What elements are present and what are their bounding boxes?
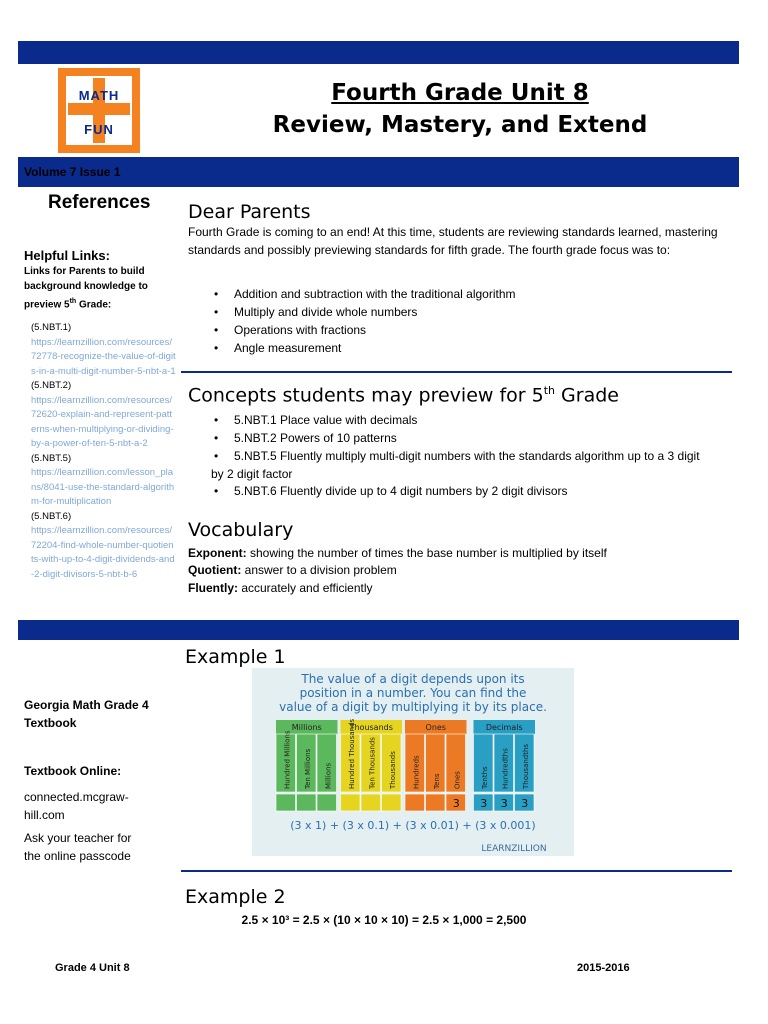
place-column-label: Tenths — [480, 766, 489, 789]
preview-list — [212, 411, 742, 465]
link-code: (5.NBT.1) — [31, 322, 72, 333]
helpful-links-intro: Links for Parents to build background knowledge to preview 5th Grade: — [24, 266, 148, 311]
preview-heading-post: Grade — [555, 384, 619, 407]
parents-intro: Fourth Grade is coming to an end! At this time, students are reviewing standards learned, mastering standards and possibly previewing standards for fifth grade. The fourth grade focus was to: — [188, 225, 718, 257]
link-item[interactable] — [31, 379, 176, 452]
list-item: • Addition and subtraction with the traditional algorithm — [212, 285, 516, 303]
place-column-label: Hundreds — [412, 755, 421, 789]
vocab-term — [188, 580, 373, 598]
place-column-label: Thousandths — [521, 743, 530, 789]
helpful-links-label: Helpful Links: — [24, 248, 110, 263]
link-code: (5.NBT.6) — [31, 510, 72, 522]
list-item: • 5.NBT.6 Fluently divide up to 4 digit numbers by 2 digit divisors — [212, 482, 568, 500]
digit-cell — [317, 794, 337, 811]
list-item: • Angle measurement — [212, 339, 516, 357]
digit-cell — [426, 794, 446, 811]
place-column-label: Ten Thousands — [368, 737, 377, 789]
place-value-image — [252, 668, 574, 856]
term-label: Quotient: — [188, 563, 242, 577]
link-code: (5.NBT.5) — [31, 452, 72, 464]
list-item: • 5.NBT.2 Powers of 10 patterns — [212, 429, 742, 447]
term-definition: accurately and efficiently — [238, 581, 373, 595]
vocab-term — [188, 562, 397, 580]
term-definition: answer to a division problem — [241, 563, 397, 577]
place-group-label: Millions — [291, 723, 322, 732]
place-column-label: Ten Millions — [303, 748, 312, 789]
math-fun-logo — [58, 68, 140, 153]
caption-line: value of a digit by multiplying it by its place. — [279, 700, 547, 714]
place-group-label: Thousands — [349, 723, 393, 732]
dear-parents-heading: Dear Parents — [188, 201, 311, 223]
place-column-label: Ones — [453, 771, 462, 789]
digit-cell — [382, 794, 402, 811]
section-divider — [181, 371, 732, 373]
digit-cell — [341, 794, 361, 811]
textbook-title: Georgia Math Grade 4 Textbook — [24, 698, 149, 730]
list-item: • Operations with fractions — [212, 321, 516, 339]
place-group-label: Decimals — [485, 723, 523, 732]
place-group-label: Ones — [425, 723, 446, 732]
link-item[interactable] — [31, 510, 176, 583]
place-column-label: Hundred Millions — [283, 730, 292, 789]
digit-cell — [361, 794, 381, 811]
vocabulary-heading: Vocabulary — [188, 519, 294, 541]
digit-value: 3 — [452, 797, 460, 810]
middle-banner — [18, 620, 739, 640]
list-item: • Multiply and divide whole numbers — [212, 303, 516, 321]
digit-value: 3 — [480, 797, 488, 810]
list-item: • 5.NBT.5 Fluently multiply multi-digit numbers with the standards algorithm up to a 3 digit — [212, 447, 742, 465]
focus-list — [212, 285, 516, 357]
caption-line: position in a number. You can find the — [299, 686, 527, 700]
link-item[interactable] — [31, 321, 176, 379]
footer-unit: Grade 4 Unit 8 — [55, 962, 130, 974]
place-column-label: Thousands — [388, 751, 397, 789]
place-column-label: Millions — [324, 762, 333, 789]
page-title: Fourth Grade Unit 8 — [331, 80, 589, 106]
volume-label: Volume 7 Issue 1 — [24, 165, 121, 179]
link-url[interactable]: https://learnzillion.com/resources/72620-explain-and-represent-patterns-when-multiplying-or-dividing-by-a-power-of-ten-5-nbt-a-2 — [31, 394, 174, 449]
preview-item-wrap: by 2 digit factor — [211, 467, 293, 481]
passcode-note: Ask your teacher for the online passcode — [24, 831, 132, 863]
place-column-label: Hundred Thousands — [347, 718, 356, 789]
digit-cell — [297, 794, 317, 811]
term-definition: showing the number of times the base number is multiplied by itself — [246, 546, 607, 560]
link-code: (5.NBT.2) — [31, 380, 72, 391]
volume-banner — [18, 157, 739, 187]
place-column-label: Tens — [432, 773, 441, 789]
link-item[interactable] — [31, 452, 176, 510]
place-value-chart — [252, 668, 574, 856]
example2-equation: 2.5 × 10³ = 2.5 × (10 × 10 × 10) = 2.5 × 1,000 = 2,500 — [241, 913, 527, 927]
preview-heading-text: Concepts students may preview for 5 — [188, 384, 544, 407]
preview-heading — [188, 384, 619, 406]
top-banner — [18, 41, 739, 64]
term-label: Fluently: — [188, 581, 238, 595]
place-column-label: Hundredths — [501, 748, 510, 789]
preview-list-cont — [212, 482, 568, 500]
textbook-url[interactable]: connected.mcgraw-hill.com — [24, 790, 129, 822]
digit-cell — [405, 794, 425, 811]
logo-text-fun: FUN — [84, 122, 114, 137]
textbook-online-label: Textbook Online: — [24, 764, 122, 778]
digit-cell — [276, 794, 296, 811]
caption-line: The value of a digit depends upon its — [301, 672, 525, 686]
link-url[interactable]: https://learnzillion.com/resources/72204-find-whole-number-quotients-with-up-to-4-digit-dividends-and-2-digit-divisors-5-nbt-b-6 — [31, 525, 175, 580]
digit-value: 3 — [500, 797, 508, 810]
preview-heading-sup: th — [543, 384, 556, 397]
example1-heading: Example 1 — [185, 646, 286, 668]
vocab-term — [188, 545, 607, 563]
page-subtitle: Review, Mastery, and Extend — [272, 112, 648, 138]
list-item: • 5.NBT.1 Place value with decimals — [212, 411, 742, 429]
digit-value: 3 — [521, 797, 529, 810]
link-url[interactable]: https://learnzillion.com/resources/72778-recognize-the-value-of-digits-in-a-multi-digit-number-5-nbt-a-1 — [31, 336, 176, 377]
place-value-expression: (3 x 1) + (3 x 0.1) + (3 x 0.01) + (3 x 0.001) — [290, 819, 536, 832]
term-label: Exponent: — [188, 546, 247, 560]
learnzillion-logo: LEARNZILLION — [481, 844, 547, 854]
example2-heading: Example 2 — [185, 886, 286, 908]
reference-link-list — [31, 321, 176, 582]
link-url[interactable]: https://learnzillion.com/lesson_plans/8041-use-the-standard-algorithm-for-multiplication — [31, 467, 175, 507]
logo-text-math: MATH — [78, 88, 120, 103]
footer-year: 2015-2016 — [577, 962, 630, 974]
section-divider — [181, 870, 732, 872]
references-title: References — [48, 192, 151, 213]
